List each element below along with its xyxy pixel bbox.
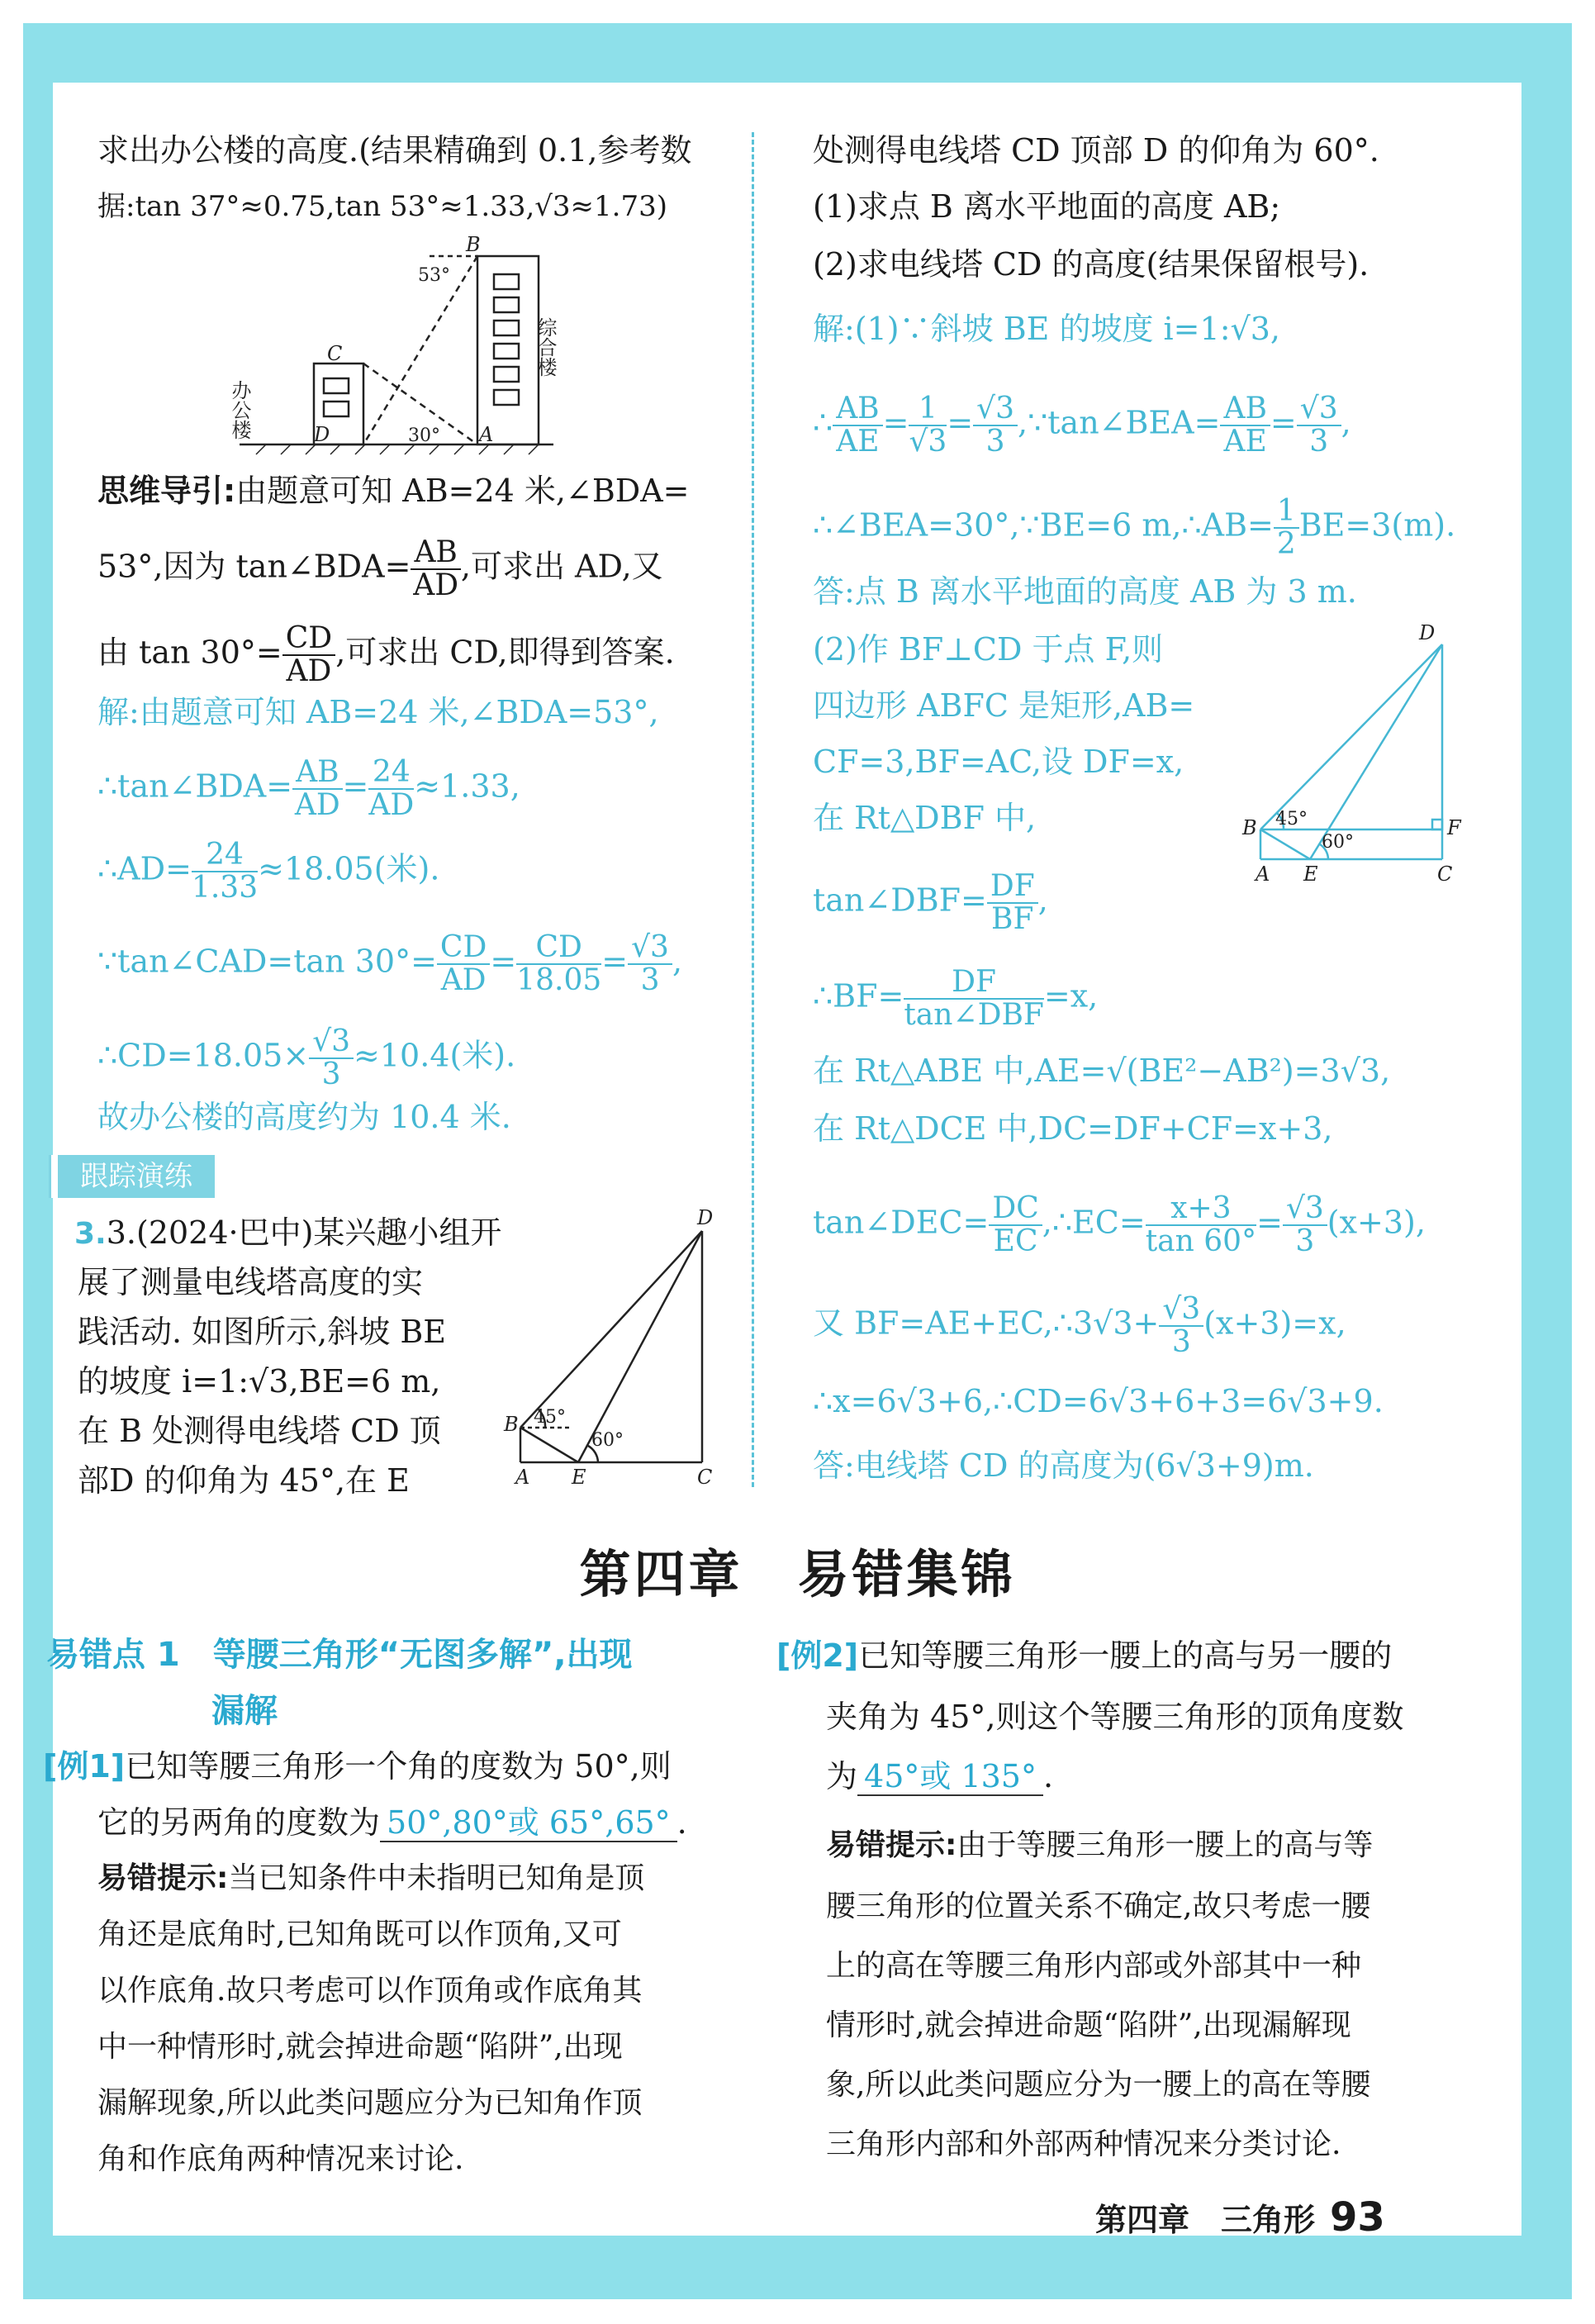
label-C: C xyxy=(697,1466,713,1489)
tip-line: 中一种情形时,就会掉进命题“陷阱”,出现 xyxy=(97,2030,623,2064)
tip-line: 三角形内部和外部两种情况来分类讨论. xyxy=(826,2127,1341,2161)
angle-45: 45° xyxy=(534,1407,566,1428)
answer-blank: 45°或 135° xyxy=(857,1758,1043,1796)
solution-line: 在 Rt△DCE 中,DC=DF+CF=x+3, xyxy=(813,1110,1333,1147)
example-2-tag: [例2] xyxy=(776,1637,859,1674)
problem-text-line: 处测得电线塔 CD 顶部 D 的仰角为 60°. xyxy=(813,132,1379,169)
solution-line: ∴AD= $\frac{24}{1.33}$ ≈18.05(米). xyxy=(97,838,440,905)
tip-line: 角还是底角时,已知角既可以作顶角,又可 xyxy=(97,1918,622,1951)
angle-60: 60° xyxy=(591,1430,624,1451)
solution-line: ∴BF= $\frac{DF}{\text{tan∠DBF}}$ =x, xyxy=(813,965,1099,1032)
guide-line-2: 53°,因为 tan∠BDA= $\frac{AB}{AD}$ ,可求出 AD,又 xyxy=(97,535,663,602)
chapter-title: 第四章 易错集锦 xyxy=(579,1544,1016,1604)
label-E: E xyxy=(1303,863,1318,886)
error-point-title: 易错点 1 等腰三角形“无图多解”,出现 xyxy=(46,1636,633,1674)
label-C: C xyxy=(1437,863,1453,886)
problem-3-line: 践活动. 如图所示,斜坡 BE xyxy=(78,1314,446,1350)
solution-line: ∴∠BEA=30°,∵BE=6 m,∴AB= $\frac{1}{2}$ BE=3(m). xyxy=(813,494,1456,561)
solution-line: 解:由题意可知 AB=24 米,∠BDA=53°, xyxy=(97,694,659,730)
page-footer xyxy=(1095,2194,1385,2241)
label-F: F xyxy=(1447,816,1461,839)
solution-line: (2)作 BF⊥CD 于点 F,则 xyxy=(813,631,1164,668)
angle-30: 30° xyxy=(408,425,440,446)
problem-3-line: 3.3.(2024·巴中)某兴趣小组开 xyxy=(74,1214,502,1251)
angle-53: 53° xyxy=(418,265,450,286)
solution-line: ∴x=6√3+6,∴CD=6√3+6+3=6√3+9. xyxy=(813,1383,1384,1419)
tip-line: 角和作底角两种情况来讨论. xyxy=(97,2142,464,2176)
example-2-line: 为 45°或 135° . xyxy=(826,1758,1054,1794)
example-1-tag: [例1] xyxy=(43,1748,126,1785)
tip-line: 情形时,就会掉进命题“陷阱”,出现漏解现 xyxy=(826,2008,1351,2042)
problem-text-line: 求出办公楼的高度.(结果精确到 0.1,参考数 xyxy=(97,132,692,169)
label-D: D xyxy=(1419,621,1436,644)
solution-line: 答:点 B 离水平地面的高度 AB 为 3 m. xyxy=(813,573,1357,610)
solution-line: 在 Rt△ABE 中,AE=√(BE²−AB²)=3√3, xyxy=(813,1053,1391,1089)
tip-label: 易错提示: xyxy=(826,1828,957,1862)
problem-text-line: (2)求电线塔 CD 的高度(结果保留根号). xyxy=(813,246,1370,283)
label-complex: 综合楼 xyxy=(534,317,557,377)
problem-3-line: 展了测量电线塔高度的实 xyxy=(78,1264,424,1300)
tip-line: 象,所以此类问题应分为一腰上的高在等腰 xyxy=(826,2068,1371,2102)
solution-conclusion: 故办公楼的高度约为 10.4 米. xyxy=(97,1099,511,1135)
example-2-line: 夹角为 45°,则这个等腰三角形的顶角度数 xyxy=(826,1699,1404,1735)
solution-line: ∴tan∠BDA= $\frac{AB}{AD}$ = $\frac{24}{AD}$ ≈1.33, xyxy=(97,755,520,822)
tip-label: 易错提示: xyxy=(97,1861,229,1895)
solution-answer: 答:电线塔 CD 的高度为(6√3+9)m. xyxy=(813,1447,1314,1484)
tip-line: 易错提示:由于等腰三角形一腰上的高与等 xyxy=(826,1828,1374,1862)
guide-label: 思维导引: xyxy=(97,473,236,509)
tip-line: 以作底角.故只考虑可以作顶角或作底角其 xyxy=(97,1974,643,2008)
solution-line: CF=3,BF=AC,设 DF=x, xyxy=(813,744,1184,780)
page-number: 93 xyxy=(1330,2194,1385,2241)
problem-text-line: 据:tan 37°≈0.75,tan 53°≈1.33,√3≈1.73) xyxy=(97,190,668,223)
tip-line: 漏解现象,所以此类问题应分为已知角作顶 xyxy=(97,2086,643,2120)
label-D: D xyxy=(314,423,330,446)
solution-line: ∴CD=18.05× $\frac{√3}{3}$ ≈10.4(米). xyxy=(97,1024,516,1091)
label-D: D xyxy=(697,1206,714,1229)
tip-line: 上的高在等腰三角形内部或外部其中一种 xyxy=(826,1949,1362,1983)
angle-60: 60° xyxy=(1322,832,1354,853)
label-A: A xyxy=(515,1466,530,1489)
fraction: $\frac{AB}{AD}$ xyxy=(411,537,460,601)
angle-45: 45° xyxy=(1275,809,1308,829)
guide-line-3: 由 tan 30°= $\frac{CD}{AD}$ ,可求出 CD,即得到答案. xyxy=(97,621,675,688)
problem-3-line: 在 B 处测得电线塔 CD 顶 xyxy=(78,1413,441,1449)
solution-line: ∴ $\frac{AB}{AE}$ = $\frac{1}{√3}$ = $\frac{√3}{3}$ ,∵tan∠BEA= $\frac{AB}{AE}$ = $\frac{√3}{3}$ , xyxy=(813,392,1351,459)
column-divider xyxy=(752,132,754,1487)
guide-line-1: 思维导引:由题意可知 AB=24 米,∠BDA= xyxy=(97,473,690,509)
figure-tower-solution xyxy=(1236,621,1467,886)
tip-line: 腰三角形的位置关系不确定,故只考虑一腰 xyxy=(826,1889,1371,1923)
label-B: B xyxy=(466,233,481,256)
example-2-line: [例2]已知等腰三角形一腰上的高与另一腰的 xyxy=(776,1637,1393,1674)
example-1-line: [例1]已知等腰三角形一个角的度数为 50°,则 xyxy=(43,1748,672,1785)
label-B: B xyxy=(504,1413,519,1436)
footer-chapter: 第四章 三角形 xyxy=(1095,2202,1316,2238)
solution-line: 四边形 ABFC 是矩形,AB= xyxy=(813,687,1195,724)
solution-line: tan∠DBF= $\frac{DF}{BF}$ , xyxy=(813,869,1048,936)
figure-building xyxy=(228,231,562,463)
tip-line: 易错提示:当已知条件中未指明已知角是顶 xyxy=(97,1861,645,1895)
problem-3-line: 的坡度 i=1:√3,BE=6 m, xyxy=(78,1363,441,1400)
fraction: $\frac{CD}{AD}$ xyxy=(282,623,335,687)
example-1-line: 它的另两角的度数为 50°,80°或 65°,65° . xyxy=(97,1804,687,1841)
label-E: E xyxy=(572,1466,586,1489)
label-office: 办公楼 xyxy=(228,380,251,440)
label-A: A xyxy=(479,423,494,446)
answer-blank: 50°,80°或 65°,65° xyxy=(380,1804,677,1842)
solution-line: ∵tan∠CAD=tan 30°= $\frac{CD}{AD}$ = $\frac{CD}{18.05}$ = $\frac{√3}{3}$ , xyxy=(97,930,683,997)
problem-text-line: (1)求点 B 离水平地面的高度 AB; xyxy=(813,188,1281,225)
error-point-title: 漏解 xyxy=(211,1692,278,1730)
solution-line: tan∠DEC= $\frac{DC}{EC}$ ,∴EC= $\frac{x+3}{\tan 60^\circ}$ = $\frac{√3}{3}$ (x+3), xyxy=(813,1191,1426,1258)
label-A: A xyxy=(1256,863,1270,886)
solution-line: 在 Rt△DBF 中, xyxy=(813,800,1037,836)
label-B: B xyxy=(1242,816,1257,839)
problem-3-line: 部D 的仰角为 45°,在 E xyxy=(78,1462,410,1499)
solution-line: 解:(1)∵斜坡 BE 的坡度 i=1:√3, xyxy=(813,311,1280,347)
label-C: C xyxy=(327,342,343,365)
practice-badge: 跟踪演练 xyxy=(51,1155,215,1198)
figure-tower-problem xyxy=(496,1206,727,1487)
solution-line: 又 BF=AE+EC,∴3√3+ $\frac{√3}{3}$ (x+3)=x, xyxy=(813,1292,1346,1359)
